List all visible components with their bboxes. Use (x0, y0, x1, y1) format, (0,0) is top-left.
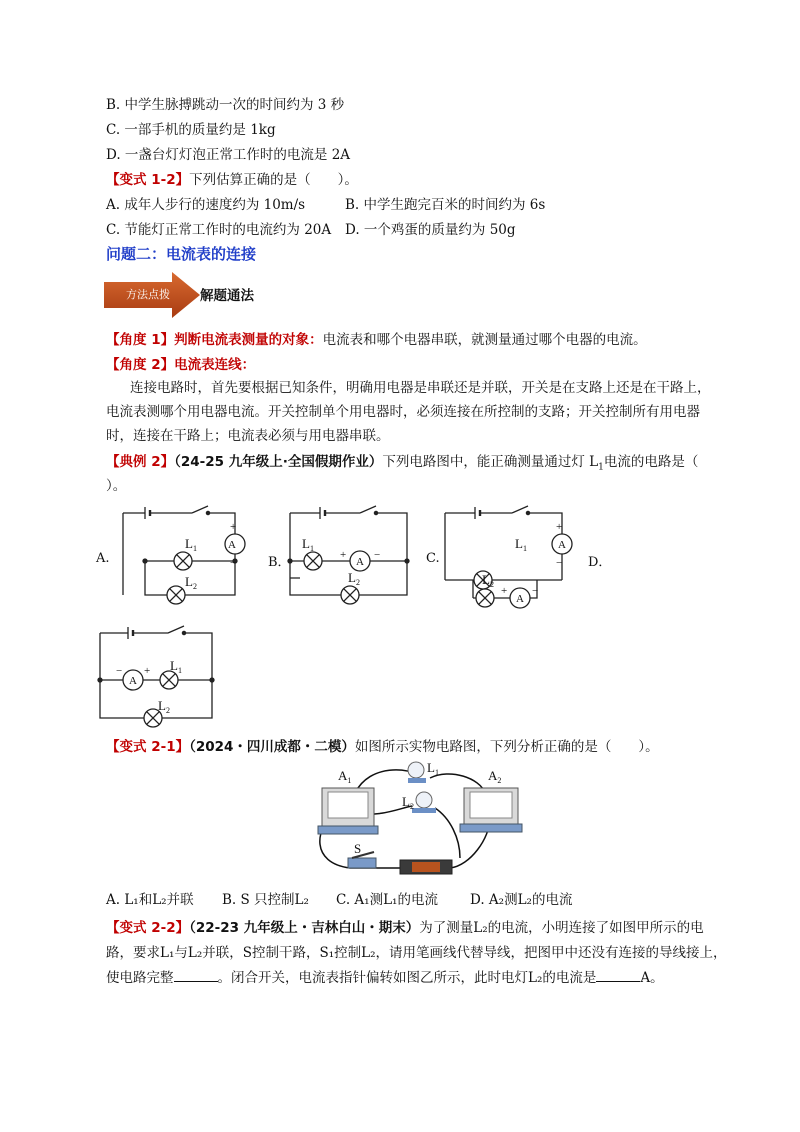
option-b-label: B． (268, 555, 291, 570)
label-l2-a: $L_2$ (185, 574, 197, 591)
v12-option-a: A. 成年人步行的速度约为 10m/s (106, 197, 306, 213)
plus-c2: + (501, 585, 508, 597)
answer-blank-1[interactable] (174, 969, 218, 982)
option-a-label: A. (96, 551, 110, 566)
bulb-l1 (408, 762, 426, 783)
variant-2-1-stem (106, 737, 659, 757)
variant-2-2-source: （22-23 九年级上・吉林白山・期末） (189, 920, 420, 936)
variant-2-1-source: （2024・四川成都・二模） (189, 739, 355, 755)
meter-a-a: A (228, 539, 236, 551)
label-a2: $A_2$ (488, 768, 502, 785)
label-switch: S (354, 841, 362, 856)
v12-option-d: D. 一个鸡蛋的质量约为 50g (345, 222, 516, 238)
example-text-1: 下列电路图中，能正确测量通过灯 L (382, 454, 599, 470)
para-line-3: 时，连接在干路上；电流表必须与用电器串联。 (106, 428, 390, 444)
meter-a2 (460, 788, 522, 832)
variant-2-2-tag: 【变式 2-2】 (106, 920, 190, 936)
circuit-diagrams (90, 498, 770, 728)
variant-tag: 【变式 1-2】 (106, 172, 190, 188)
line3-c: A。 (640, 970, 664, 986)
v12-option-c: C. 节能灯正常工作时的电流约为 20A (106, 222, 332, 238)
example-tag: 【典例 2】 (106, 454, 175, 470)
arrow-label: 方法点拨 (126, 288, 170, 301)
example-text-2: 电流的电路是（ (603, 454, 699, 470)
minus-d: − (116, 665, 123, 677)
v21-option-a: A. L₁和L₂并联 (106, 892, 194, 908)
variant-2-2-line3 (106, 968, 664, 988)
label-l1-d: $L_1$ (170, 658, 182, 675)
angle-1 (106, 330, 647, 350)
meter-a-c2: A (558, 539, 566, 551)
meter-a1 (318, 788, 378, 834)
battery (400, 860, 452, 874)
variant-1-2-stem (106, 170, 358, 190)
v21-option-c: C. A₁测L₁的电流 (336, 892, 438, 908)
angle-1-text: 电流表和哪个电器串联，就测量通过哪个电器的电流。 (322, 332, 647, 348)
angle-2 (106, 355, 255, 375)
line3-b: 。闭合开关，电流表指针偏转如图乙所示，此时电灯L₂的电流是 (217, 970, 597, 986)
label-l2-d: $L_2$ (158, 698, 170, 715)
variant-2-1-tag: 【变式 2-1】 (106, 739, 190, 755)
circuit-b (288, 506, 409, 604)
minus-c2: − (532, 585, 539, 597)
label-l1-c: $L_1$ (515, 536, 527, 553)
label-l1-b: $L_1$ (302, 536, 314, 553)
minus-a: − (230, 557, 237, 569)
physical-circuit (300, 758, 540, 882)
option-d-label: D． (588, 555, 612, 570)
q1-option-b: B. 中学生脉搏跳动一次的时间约为 3 秒 (106, 97, 345, 113)
label-a1: $A_1$ (338, 768, 352, 785)
plus-c: + (556, 521, 563, 533)
q1-option-c: C. 一部手机的质量约是 1kg (106, 122, 276, 138)
minus-b: − (374, 549, 381, 561)
label-l2-c: $L_2$ (482, 572, 494, 589)
method-title: 解题通法 (200, 288, 254, 304)
plus-a: + (230, 521, 237, 533)
answer-blank-2[interactable] (596, 969, 640, 982)
plus-d: + (144, 665, 151, 677)
q1-option-d: D. 一盏台灯灯泡正常工作时的电流是 2A (106, 147, 351, 163)
bulb-l2 (412, 792, 436, 813)
circuit-c (445, 506, 572, 608)
v21-option-b: B. S 只控制L₂ (222, 892, 309, 908)
label-l1-a: $L_1$ (185, 536, 197, 553)
variant-2-1-text: 如图所示实物电路图，下列分析正确的是（ ）。 (354, 739, 659, 755)
variant-2-2-line2: 路，要求L₁与L₂并联，S控制干路，S₁控制L₂，请用笔画线代替导线，把图甲中还没有连接的导线接上， (106, 945, 727, 961)
variant-2-2-line1: 为了测量L₂的电流，小明连接了如图甲所示的电 (419, 920, 704, 936)
angle-1-bold: 判断电流表测量的对象： (174, 332, 323, 348)
circuit-a (123, 506, 245, 604)
meter-a-d: A (129, 675, 137, 687)
meter-a-c: A (516, 593, 524, 605)
meter-a-b: A (356, 556, 364, 568)
example-source: （24-25 九年级上·全国假期作业） (174, 454, 383, 470)
angle-1-tag: 【角度 1】 (106, 332, 175, 348)
para-line-1: 连接电路时，首先要根据已知条件，明确用电器是串联还是并联，开关是在支路上还是在干路上， (130, 380, 711, 396)
example-sub: 1 (598, 462, 604, 473)
section-title: 问题二：电流表的连接 (106, 245, 257, 263)
label-l2-b: $L_2$ (348, 570, 360, 587)
angle-2-bold: 电流表连线： (174, 357, 256, 373)
label-bulb-l1: $L_1$ (427, 760, 439, 777)
angle-2-tag: 【角度 2】 (106, 357, 175, 373)
label-bulb-l2: $L_2$ (402, 794, 414, 811)
variant-text: 下列估算正确的是（ ）。 (189, 172, 358, 188)
switch-s (348, 852, 376, 868)
variant-2-2-stem (106, 918, 704, 938)
line3-a: 使电路完整 (106, 970, 174, 986)
example-2-stem-end: ）。 (106, 478, 127, 494)
v21-option-d: D. A₂测L₂的电流 (470, 892, 573, 908)
plus-b: + (340, 549, 347, 561)
minus-c: − (556, 557, 563, 569)
example-2-stem (106, 452, 698, 478)
method-arrow (104, 272, 200, 318)
para-line-2: 电流表测哪个用电器电流。开关控制单个用电器时，必须连接在所控制的支路；开关控制所有用电器 (106, 404, 700, 420)
v12-option-b: B. 中学生跑完百米的时间约为 6s (345, 197, 546, 213)
option-c-label: C. (426, 551, 440, 566)
